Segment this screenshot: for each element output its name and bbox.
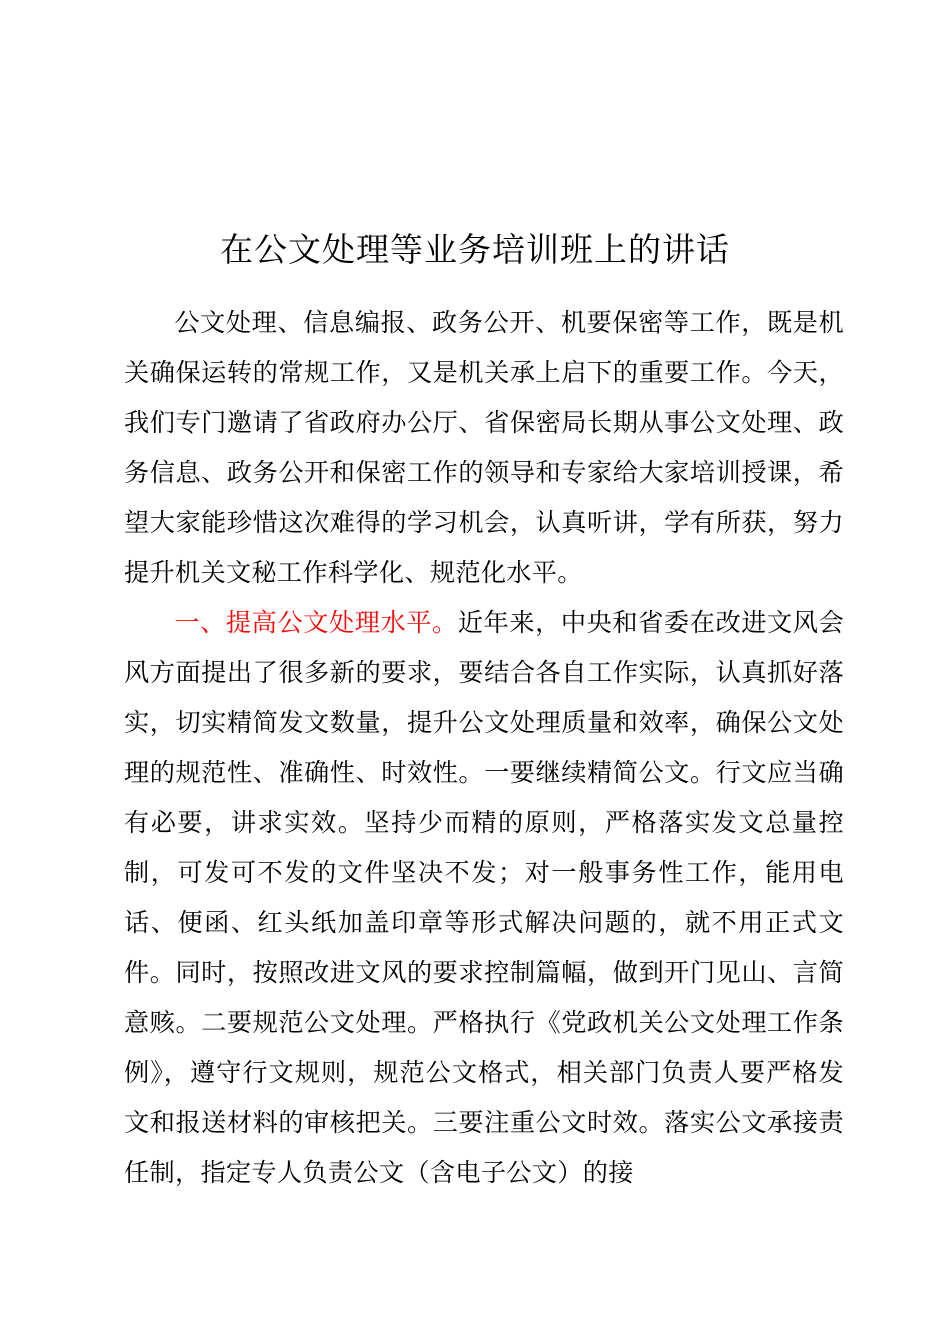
document-title: 在公文处理等业务培训班上的讲话 [220,230,730,269]
section-one-paragraph [124,598,844,1198]
section-heading: 一、提高公文处理水平。 [174,608,458,637]
intro-paragraph [124,298,844,598]
paragraph-text: 公文处理、信息编报、政务公开、机要保密等工作，既是机关确保运转的常规工作，又是机关承上启下的重要工作。今天，我们专门邀请了省政府办公厅、省保密局长期从事公文处理、政务信息、政务公开和保密工作的领导和专家给大家培训授课，希望大家能珍惜这次难得的学习机会，认真听讲，学有所获，努力提升机关文秘工作科学化、规范化水平。 [124,308,844,587]
paragraph-text: 近年来，中央和省委在改进文风会风方面提出了很多新的要求，要结合各自工作实际，认真抓好落实，切实精简发文数量，提升公文处理质量和效率，确保公文处理的规范性、准确性、时效性。一要继续精简公文。行文应当确有必要，讲求实效。坚持少而精的原则，严格落实发文总量控制，可发可不发的文件坚决不发；对一般事务性工作，能用电话、便函、红头纸加盖印章等形式解决问题的，就不用正式文件。同时，按照改进文风的要求控制篇幅，做到开门见山、言简意赅。二要规范公文处理。严格执行《党政机关公文处理工作条例》，遵守行文规则，规范公文格式，相关部门负责人要严格发文和报送材料的审核把关。三要注重公文时效。落实公文承接责任制，指定专人负责公文（含电子公文）的接 [124,608,845,1187]
